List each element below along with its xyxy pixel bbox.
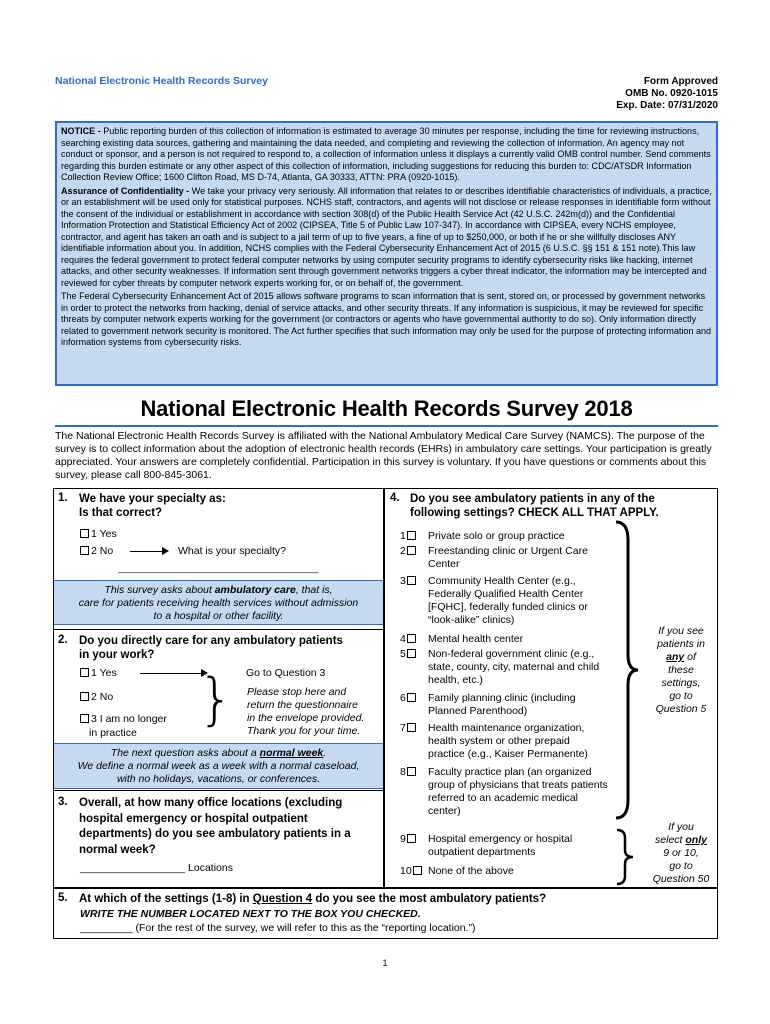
- survey-name-header: National Electronic Health Records Survey: [55, 75, 268, 87]
- checkbox[interactable]: [407, 834, 416, 843]
- option-num: 10: [400, 865, 412, 877]
- page-number: 1: [382, 958, 388, 968]
- q4-number: 4.: [390, 492, 400, 504]
- checkbox[interactable]: [407, 531, 416, 540]
- option-num: 1: [400, 530, 406, 542]
- q4-option-number: [400, 766, 428, 779]
- option-num: 9: [400, 833, 406, 845]
- q3-line1: Overall, at how many office locations (excluding: [79, 797, 343, 809]
- arrow-right-icon: [140, 673, 202, 674]
- ambulatory-care-callout: [54, 580, 383, 625]
- q4-option-label: Private solo or group practice: [428, 530, 565, 542]
- callout-bold: normal week: [259, 747, 324, 759]
- q4-option-label: Hospital emergency or hospital outpatient departments: [428, 833, 573, 858]
- q4-option-label: Mental health center: [428, 633, 524, 645]
- q4-note-only: [646, 821, 716, 886]
- checkbox[interactable]: [407, 723, 416, 732]
- omb-info: [518, 76, 718, 112]
- callout-text: , that is,: [295, 584, 333, 596]
- q5-text-post: do you see the most ambulatory patients?: [312, 893, 547, 905]
- q2-option-3-label-cont: in practice: [89, 727, 137, 739]
- q2-option-yes-label: 1 Yes: [91, 667, 117, 679]
- stop-line: Thank you for your time.: [247, 725, 361, 737]
- option-num: 2: [400, 545, 406, 557]
- checkbox[interactable]: [80, 692, 89, 701]
- callout-text: .: [323, 747, 327, 759]
- checkbox[interactable]: [407, 767, 416, 776]
- notice-label: NOTICE -: [61, 126, 101, 136]
- q4-line1: Do you see ambulatory patients in any of the: [410, 493, 655, 505]
- confidentiality-text: We take your privacy very seriously. All information that relates to or describes identifiable characteristics of individuals, a practice, or an establishment will be used only for statistical purposes. NCHS staff, contractors, and agents will not disclose or release responses in identifiable form without the consent of the individual or establishment in accordance with section 308(d) of the Public Health Service Act (42 U.S.C. 242m(d)) and the Confidential Information Protection and Statistical Efficiency Act of 2002 (CIPSEA, Title 5 of Public Law 107-347). In accordance with CIPSEA, every NCHS employee, contractor, and agent has taken an oath and is subject to a jail term of up to five years, a fine of up to $250,000, or both if he or she willfully discloses ANY identifiable information about you. In addition, NCHS complies with the Federal Cybersecurity Enhancement Act of 2015 (6 U.S.C. §§ 151 & 151 note).This law requires the federal government to protect federal computer networks by using computer security programs to identify cybersecurity risks like hacking, internet attacks, and other security weaknesses. If information sent through government networks triggers a cyber threat indicator, the information may be intercepted and reviewed for cyber threats by computer network experts working for, or on behalf of, the government.: [61, 185, 712, 288]
- q2-number: 2.: [58, 634, 68, 646]
- q4-note-settings: [646, 625, 716, 716]
- q5-text: [79, 892, 546, 906]
- note-line: settings,: [661, 677, 701, 689]
- q2-line1: Do you directly care for any ambulatory patients: [79, 635, 343, 647]
- note-line: go to: [669, 690, 693, 702]
- checkbox[interactable]: [407, 546, 416, 555]
- page-title: National Electronic Health Records Survey 2018: [140, 396, 633, 421]
- q3-line4: normal week?: [79, 843, 156, 856]
- note-line: go to: [669, 860, 693, 872]
- q4-option-number: [400, 530, 428, 543]
- note-line: Question 50: [652, 873, 710, 885]
- option-num: 7: [400, 722, 406, 734]
- checkbox[interactable]: [407, 693, 416, 702]
- option-num: 5: [400, 648, 406, 660]
- note-line: patients in: [657, 638, 705, 650]
- q2-stop-instruction: [247, 686, 364, 738]
- option-num: 6: [400, 692, 406, 704]
- normal-week-callout: [54, 743, 383, 789]
- stop-line: in the envelope provided.: [247, 712, 365, 724]
- q4-option-number: [400, 575, 428, 588]
- note-line: [646, 651, 716, 664]
- column-divider: [383, 488, 385, 888]
- stop-line: return the questionnaire: [247, 699, 358, 711]
- q4-option-label: Faculty practice plan (an organized group of physicians that treats patients referred to an academic medical center): [428, 766, 608, 817]
- q2-line2: in your work?: [79, 649, 155, 661]
- q4-option-label: None of the above: [428, 865, 514, 877]
- q1-specialty-field[interactable]: ________________________________________: [118, 563, 319, 573]
- q2-text: [79, 634, 343, 662]
- q1-specialty-prompt: What is your specialty?: [178, 545, 286, 557]
- note-emphasis: only: [685, 834, 707, 846]
- checkbox[interactable]: [407, 576, 416, 585]
- option-num: 3: [400, 575, 406, 587]
- q4-option-label: Community Health Center (e.g., Federally Qualified Health Center [FQHC], federally funded clinics or “look-alike” clinics): [428, 575, 588, 626]
- note-text: of: [687, 651, 696, 663]
- option-num: 4: [400, 633, 406, 645]
- q1-line1: We have your specialty as:: [79, 493, 226, 505]
- q1-option-no[interactable]: [80, 545, 113, 558]
- q4-option-number: [400, 633, 428, 646]
- brace-icon: [612, 520, 642, 820]
- q2-option-yes[interactable]: [80, 667, 117, 680]
- notice-text: Public reporting burden of this collection of information is estimated to average 30 minutes per response, including the time for reviewing instructions, searching existing data sources, gathering and maintaining the data needed, and completing and reviewing the collection of information. An agency may not conduct or sponsor, and a person is not required to respond to, a collection of information unless it displays a currently valid OMB control number. Send comments regarding this burden estimate or any other aspect of this collection of information, including suggestions for reducing this burden to: CDC/ATSDR Information Collection Review Office; 1600 Clifton Road, MS D-74, Atlanta, GA 30333, ATTN: PRA (0920-1015).: [61, 126, 711, 182]
- notice-paragraph: [61, 126, 712, 184]
- q1-option-no-label: 2 No: [91, 545, 114, 557]
- q4-option-label: Health maintenance organization, health system or other prepaid practice (e.g., Kaiser Permanente): [428, 722, 588, 760]
- callout-text: This survey asks about: [104, 584, 215, 596]
- note-line: If you: [668, 821, 694, 833]
- brace-icon: [614, 828, 638, 886]
- q3-line2: hospital emergency or hospital outpatient: [79, 812, 308, 825]
- option-num: 8: [400, 766, 406, 778]
- q4-option-number: [400, 722, 428, 735]
- note-line: [646, 834, 716, 847]
- q4-option-number: [400, 648, 428, 661]
- q1-number: 1.: [58, 492, 68, 504]
- checkbox[interactable]: [80, 546, 89, 555]
- checkbox[interactable]: [407, 634, 416, 643]
- q1-option-yes-label: 1 Yes: [91, 528, 117, 540]
- q2-option-no-label: 2 No: [91, 691, 114, 703]
- q5-reporting-location-field[interactable]: _________ (For the rest of the survey, we will refer to this as the “reporting location.”): [80, 922, 476, 934]
- q4-option-label: Non-federal government clinic (e.g., state, county, city, maternal and child health, etc.): [428, 648, 600, 686]
- callout-line: We define a normal week as a week with a normal caseload,: [77, 760, 360, 772]
- callout-line: [54, 747, 383, 760]
- note-text: select: [655, 834, 683, 846]
- q2-option-no[interactable]: [80, 691, 113, 704]
- q4-option-number: [400, 545, 428, 558]
- q5-instruction: WRITE THE NUMBER LOCATED NEXT TO THE BOX YOU CHECKED.: [80, 908, 421, 920]
- callout-text: The next question asks about a: [110, 747, 260, 759]
- notice-box: [55, 121, 718, 386]
- callout-line: to a hospital or other facility.: [153, 610, 284, 622]
- q1-line2: Is that correct?: [79, 507, 163, 519]
- stop-line: Please stop here and: [247, 686, 347, 698]
- q1-option-yes[interactable]: [80, 528, 117, 541]
- checkbox[interactable]: [407, 649, 416, 658]
- q5-text-pre: At which of the settings (1-8) in: [79, 893, 253, 905]
- q4-option-number: [400, 865, 428, 878]
- note-line: If you see: [658, 625, 704, 637]
- q4-option-number: [400, 692, 428, 705]
- note-line: Question 5: [655, 703, 707, 715]
- q3-line3: departments) do you see ambulatory patients in a: [79, 828, 351, 840]
- q4-text: [410, 492, 659, 520]
- intro-paragraph: The National Electronic Health Records Survey is affiliated with the National Ambulatory Medical Care Survey (NAMCS). The purpose of the survey is to collect information about the adoption of electronic health records (EHRs) in ambulatory care settings. Your participation is greatly appreciated. Your answers are completely confidential. Participation in this survey is voluntary. If you have questions or comments about this survey, please call 800-845-3061.: [55, 430, 712, 481]
- q4-line2: following settings? CHECK ALL THAT APPLY.: [410, 507, 659, 519]
- q2-option-no-longer[interactable]: [80, 713, 167, 726]
- callout-bold: ambulatory care: [214, 584, 296, 596]
- omb-number: OMB No. 0920-1015: [625, 88, 718, 99]
- checkbox[interactable]: [80, 714, 89, 723]
- checkbox[interactable]: [80, 529, 89, 538]
- q3-locations-field[interactable]: __________________ Locations: [80, 862, 233, 874]
- q3-text: [79, 796, 351, 858]
- q2-goto: Go to Question 3: [246, 667, 326, 679]
- note-line: 9 or 10,: [663, 847, 699, 859]
- callout-line: [54, 584, 383, 597]
- callout-line: care for patients receiving health services without admission: [78, 597, 359, 609]
- form-approved-label: Form Approved: [643, 76, 718, 87]
- q2-divider: [53, 629, 384, 630]
- confidentiality-label: Assurance of Confidentiality -: [61, 185, 190, 196]
- q4-option-number: [400, 833, 428, 846]
- confidentiality-paragraph: [61, 186, 712, 290]
- note-line: these: [668, 664, 694, 676]
- expiration-date: Exp. Date: 07/31/2020: [616, 100, 718, 111]
- q5-question-ref: Question 4: [252, 893, 313, 905]
- cybersecurity-paragraph: The Federal Cybersecurity Enhancement Act of 2015 allows software programs to scan information that is sent, stored on, or processed by government networks in order to protect the networks from hacking, denial of service attacks, and other security threats. If any information is suspicious, it may be reviewed for specific threats by computer network experts working for the government (or contractors or agents who have governmental authority to do so). Only information directly related to government network security is monitored. The Act further specifies that such information may only be used for the purpose of protecting information and information systems from cybersecurity risks.: [61, 291, 712, 347]
- q3-divider: [53, 790, 384, 791]
- q4-option-label: Family planning clinic (including Planned Parenthood): [428, 692, 576, 717]
- title-divider: [55, 425, 718, 427]
- q5-number: 5.: [58, 892, 68, 904]
- q4-option-label: Freestanding clinic or Urgent Care Center: [428, 545, 588, 570]
- q3-number: 3.: [58, 796, 68, 808]
- note-emphasis: any: [666, 651, 685, 663]
- callout-line: with no holidays, vacations, or conferences.: [116, 773, 321, 785]
- brace-icon: }: [198, 667, 234, 732]
- arrow-right-icon: [130, 551, 163, 552]
- checkbox[interactable]: [413, 866, 422, 875]
- q2-option-3-label: 3 I am no longer: [91, 713, 167, 725]
- checkbox[interactable]: [80, 668, 89, 677]
- q1-text: [79, 492, 226, 520]
- q5-divider: [53, 887, 718, 889]
